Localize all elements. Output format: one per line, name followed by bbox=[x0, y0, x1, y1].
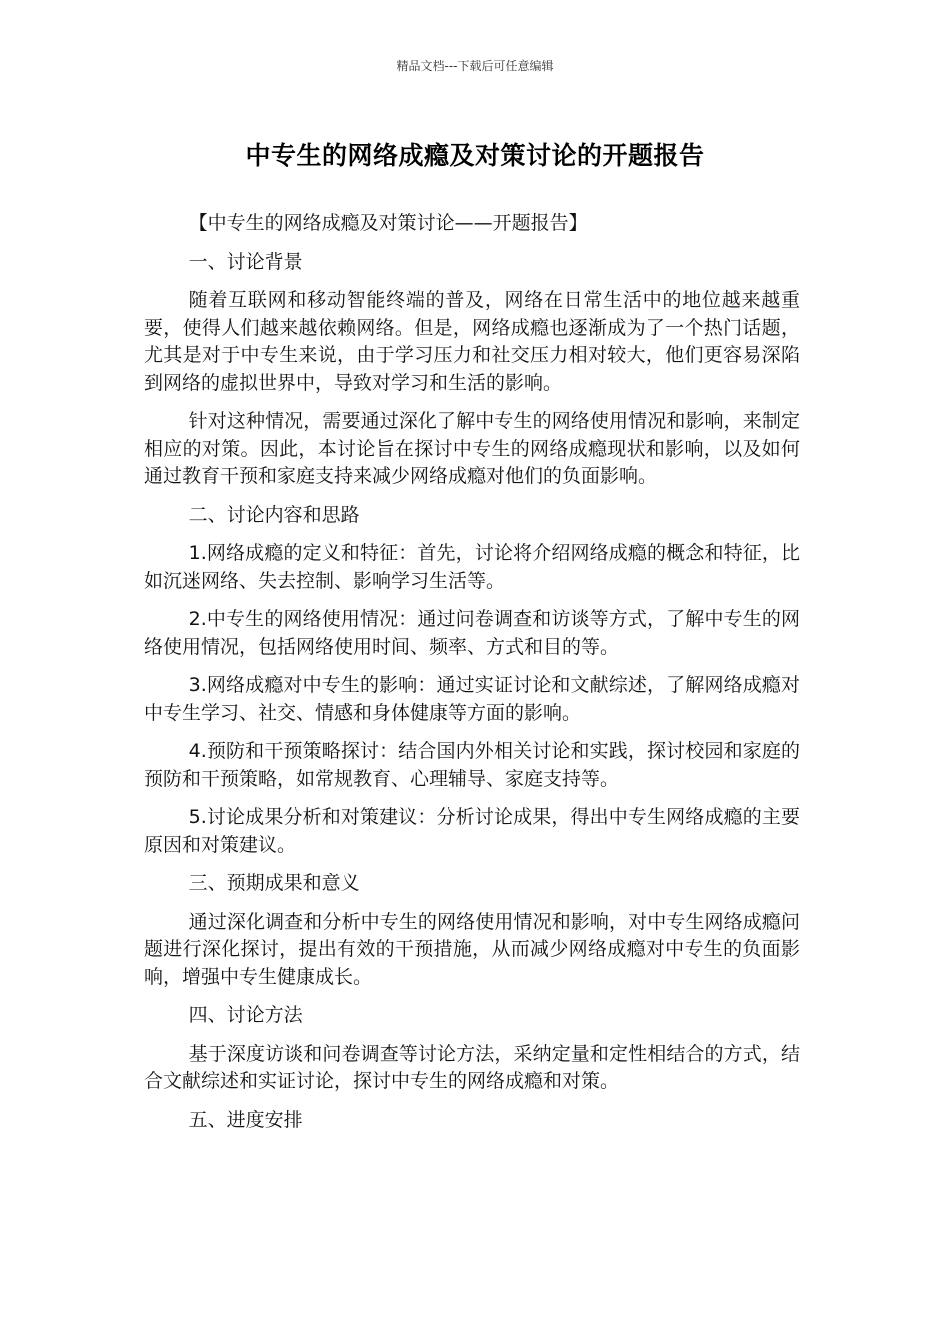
list-item: 4.预防和干预策略探讨：结合国内外相关讨论和实践，探讨校园和家庭的预防和干预策略，如常规教育、心理辅导、家庭支持等。 bbox=[144, 740, 800, 790]
list-item: 5.讨论成果分析和对策建议：分析讨论成果，得出中专生网络成瘾的主要原因和对策建议。 bbox=[144, 806, 800, 856]
list-item: 3.网络成瘾对中专生的影响：通过实证讨论和文献综述，了解网络成瘾对中专生学习、社交、情感和身体健康等方面的影响。 bbox=[144, 674, 800, 724]
section-heading-schedule: 五、进度安排 bbox=[188, 1108, 303, 1131]
section-heading-outcomes: 三、预期成果和意义 bbox=[188, 872, 360, 894]
document-title: 中专生的网络成瘾及对策讨论的开题报告 bbox=[245, 141, 705, 170]
body-paragraph: 针对这种情况，需要通过深化了解中专生的网络使用情况和影响，来制定相应的对策。因此，本讨论旨在探讨中专生的网络成瘾现状和影响，以及如何通过教育干预和家庭支持来减少网络成瘾对他们的负面影响。 bbox=[144, 410, 800, 487]
list-item: 2.中专生的网络使用情况：通过问卷调查和访谈等方式，了解中专生的网络使用情况，包括网络使用时间、频率、方式和目的等。 bbox=[144, 608, 800, 658]
body-paragraph: 随着互联网和移动智能终端的普及，网络在日常生活中的地位越来越重要，使得人们越来越依赖网络。但是，网络成瘾也逐渐成为了一个热门话题，尤其是对于中专生来说，由于学习压力和社交压力相对较大，他们更容易深陷到网络的虚拟世界中，导致对学习和生活的影响。 bbox=[144, 289, 800, 394]
header-note: 精品文档---下载后可任意编辑 bbox=[396, 59, 554, 73]
section-heading-background: 一、讨论背景 bbox=[188, 250, 303, 273]
document-body bbox=[144, 210, 800, 1145]
section-heading-content: 二、讨论内容和思路 bbox=[188, 503, 360, 526]
report-subtitle: 【中专生的网络成瘾及对策讨论——开题报告】 bbox=[188, 212, 588, 234]
body-paragraph: 通过深化调查和分析中专生的网络使用情况和影响，对中专生网络成瘾问题进行深化探讨，提出有效的干预措施，从而减少网络成瘾对中专生的负面影响，增强中专生健康成长。 bbox=[144, 910, 800, 988]
list-item: 1.网络成瘾的定义和特征：首先，讨论将介绍网络成瘾的概念和特征，比如沉迷网络、失去控制、影响学习生活等。 bbox=[144, 542, 800, 592]
body-paragraph: 基于深度访谈和问卷调查等讨论方法，采纳定量和定性相结合的方式，结合文献综述和实证讨论，探讨中专生的网络成瘾和对策。 bbox=[144, 1042, 800, 1092]
section-heading-methods: 四、讨论方法 bbox=[188, 1004, 303, 1026]
